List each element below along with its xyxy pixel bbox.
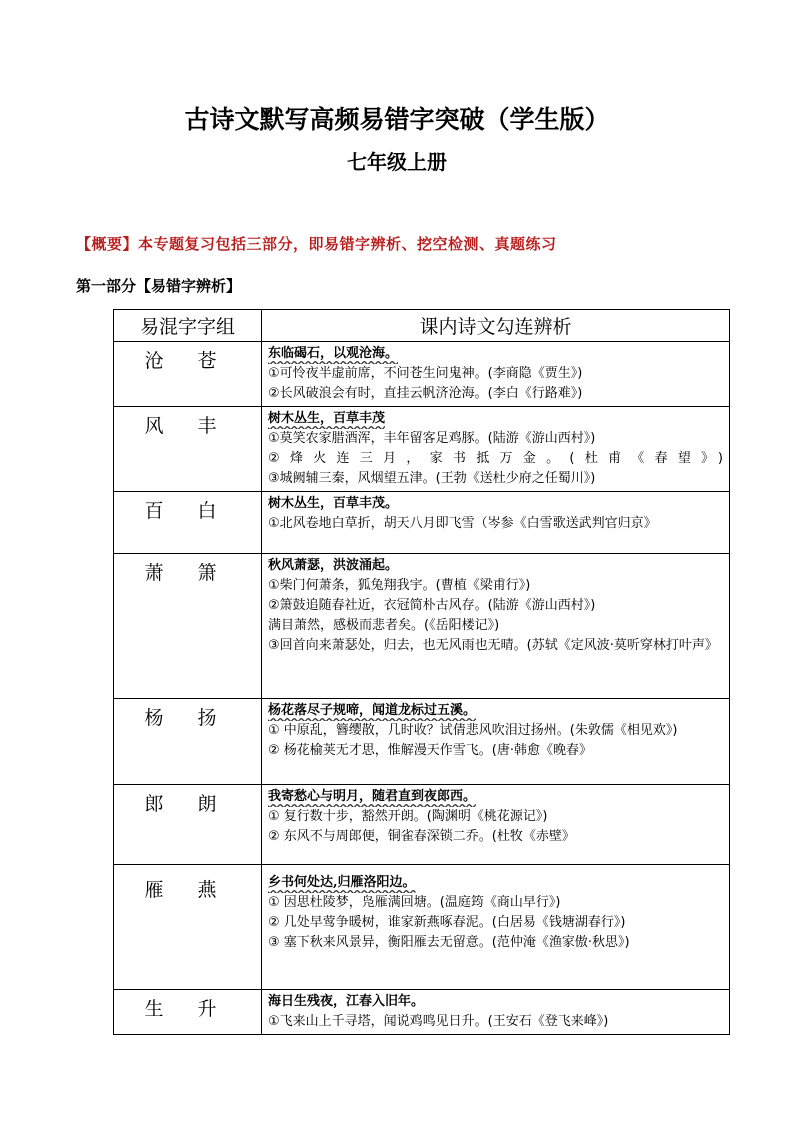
column-header-char-group: 易混字字组 [114, 310, 262, 342]
example-line: ① 中原乱，簪缨散，几时收？试倩悲风吹泪过扬州。(朱敦儒《相见欢》) [268, 723, 678, 738]
column-header-analysis: 课内诗文勾连辨析 [262, 310, 730, 342]
analysis-cell [262, 342, 730, 407]
example-line: ①莫笑农家腊酒浑，丰年留客足鸡豚。(陆游《游山西村》) [268, 431, 596, 446]
example-line: ②长风破浪会有时，直挂云帆济沧海。(李白《行路难》) [268, 386, 583, 401]
analysis-cell [262, 785, 730, 865]
key-sentence: 树木丛生，百草丰茂。 [268, 496, 399, 511]
key-sentence: 杨花落尽子规啼，闻道龙标过五溪。 [268, 703, 477, 718]
key-sentence: 东临碣石，以观沧海。 [268, 346, 399, 361]
key-sentence: 我寄愁心与明月，随君直到夜郎西。 [268, 789, 477, 804]
example-line: ③ 塞下秋来风景异，衡阳雁去无留意。(范仲淹《渔家傲·秋思》) [268, 935, 630, 950]
char-pair-cell: 风 丰 [114, 407, 262, 492]
analysis-cell [262, 865, 730, 990]
example-line: 满目萧然，感极而悲者矣。(《岳阳楼记》) [268, 618, 500, 633]
example-line: ②烽火连三月，家书抵万金。(杜甫《春望》) [268, 451, 723, 466]
confusable-characters-table [113, 309, 730, 1035]
table-row [114, 990, 730, 1035]
example-line: ②箫鼓追随春社近，衣冠简朴古风存。(陆游《游山西村》) [268, 598, 596, 613]
table-row [114, 342, 730, 407]
example-line: ①飞来山上千寻塔，闻说鸡鸣见日升。(王安石《登飞来峰》) [268, 1014, 609, 1029]
char-pair-cell: 沧 苍 [114, 342, 262, 407]
example-line: ② 几处早莺争暖树，谁家新燕啄春泥。(白居易《钱塘湖春行》) [268, 915, 626, 930]
example-line: ①可怜夜半虚前席，不问苍生问鬼神。(李商隐《贾生》) [268, 366, 583, 381]
example-line: ①北风卷地白草折，胡天八月即飞雪（岑参《白雪歌送武判官归京》 [268, 516, 657, 531]
analysis-cell [262, 699, 730, 785]
table-row [114, 492, 730, 554]
analysis-cell [262, 407, 730, 492]
key-sentence: 乡书何处达,归雁洛阳边。 [268, 875, 416, 890]
char-pair-cell: 百 白 [114, 492, 262, 554]
analysis-cell [262, 554, 730, 699]
table-row [114, 699, 730, 785]
example-line: ② 杨花榆荚无才思，惟解漫天作雪飞。(唐·韩愈《晚春》 [268, 743, 592, 758]
example-line: ③城阙辅三秦，风烟望五津。(王勃《送杜少府之任蜀川》) [268, 471, 596, 486]
char-pair-cell: 生 升 [114, 990, 262, 1035]
char-pair-cell: 雁 燕 [114, 865, 262, 990]
analysis-cell [262, 492, 730, 554]
table-row [114, 554, 730, 699]
key-sentence: 树木丛生，百草丰茂 [268, 411, 386, 426]
example-line: ② 东风不与周郎便，铜雀春深锁二乔。(杜牧《赤壁》 [268, 829, 575, 844]
table-row [114, 407, 730, 492]
example-line: ③回首向来萧瑟处，归去，也无风雨也无晴。(苏轼《定风波·莫听穿林打叶声》 [268, 638, 718, 653]
table-row [114, 865, 730, 990]
char-pair-cell: 郎 朗 [114, 785, 262, 865]
page-title: 古诗文默写高频易错字突破（学生版） [184, 105, 610, 134]
part-title: 第一部分【易错字辨析】 [76, 277, 242, 295]
example-line: ①柴门何萧条，狐兔翔我宇。(曹植《梁甫行》) [268, 578, 531, 593]
char-pair-cell: 萧 箫 [114, 554, 262, 699]
key-sentence: 秋风萧瑟，洪波涌起。 [268, 558, 399, 573]
page-subtitle: 七年级上册 [347, 150, 447, 174]
table-header-row [114, 310, 730, 342]
example-line: ① 因思杜陵梦，凫雁满回塘。(温庭筠《商山早行》) [268, 895, 561, 910]
overview-text: 【概要】本专题复习包括三部分，即易错字辨析、挖空检测、真题练习 [76, 235, 557, 253]
table-row [114, 785, 730, 865]
key-sentence: 海日生残夜，江春入旧年。 [268, 994, 425, 1009]
example-line: ① 复行数十步，豁然开朗。(陶渊明《桃花源记》) [268, 809, 548, 824]
char-pair-cell: 杨 扬 [114, 699, 262, 785]
analysis-cell [262, 990, 730, 1035]
